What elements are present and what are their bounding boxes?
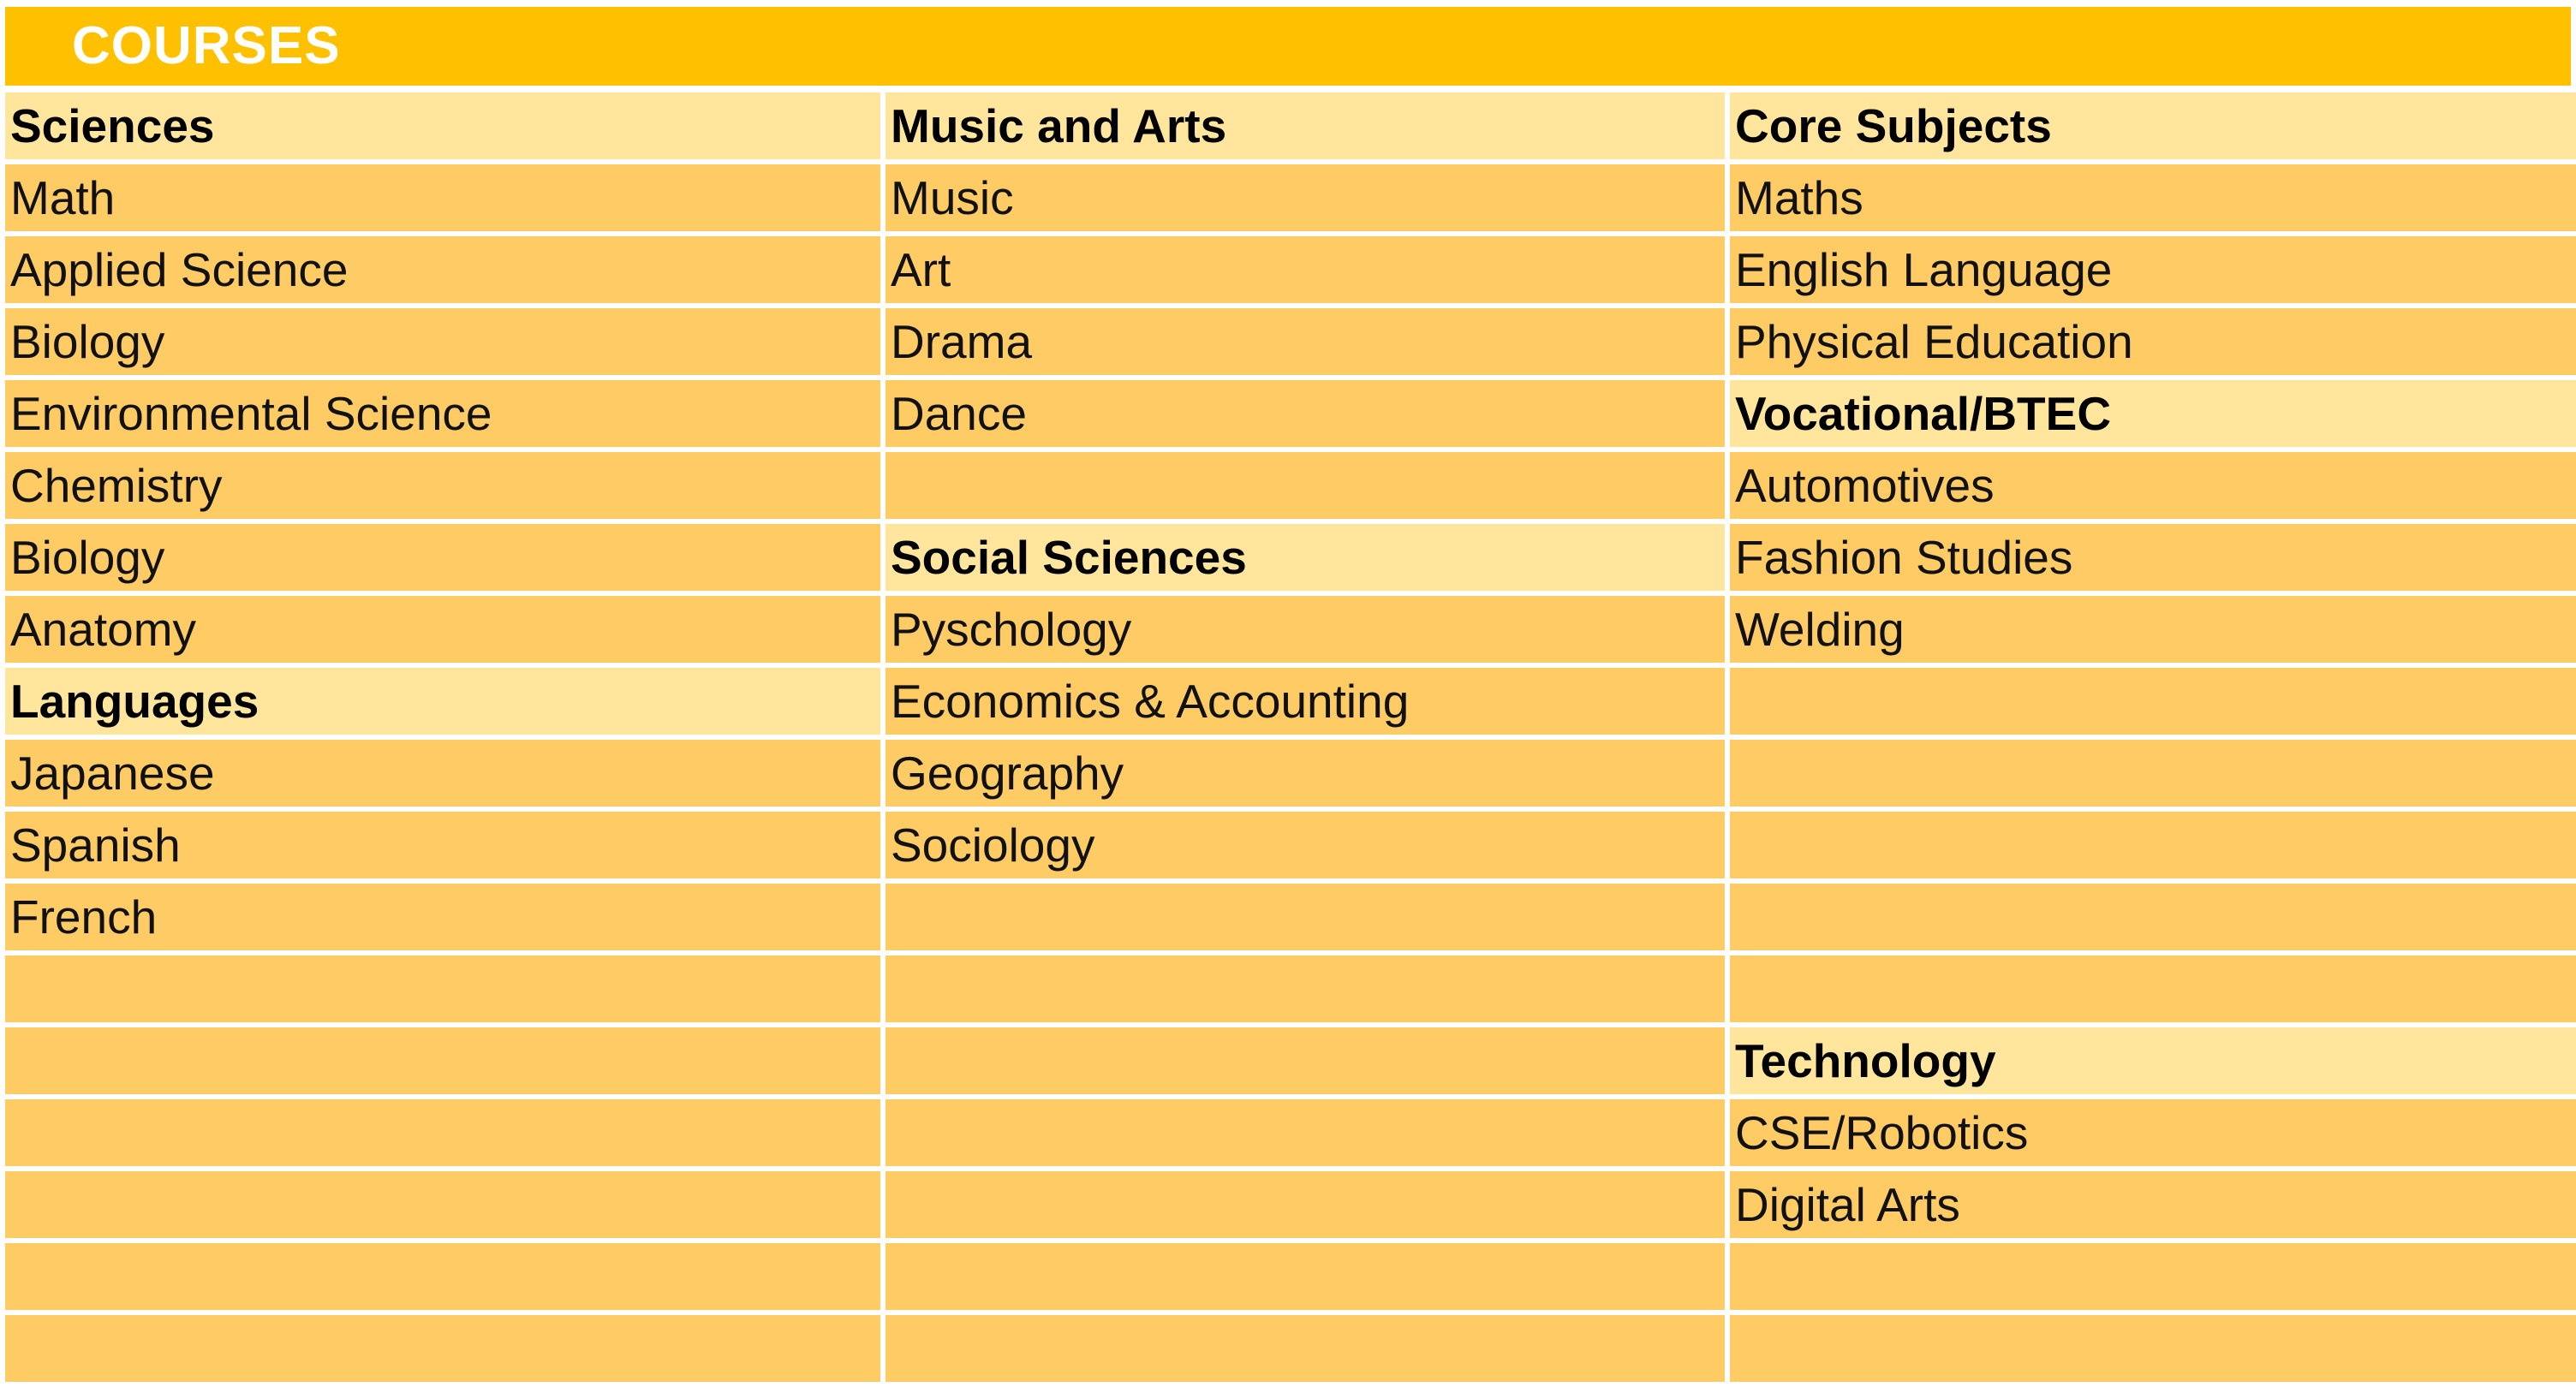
course-item: Sociology bbox=[886, 812, 1725, 878]
course-item: Maths bbox=[1730, 164, 2576, 231]
category-heading: Social Sciences bbox=[886, 524, 1725, 591]
courses-grid bbox=[5, 92, 2571, 1382]
course-item: Automotives bbox=[1730, 452, 2576, 519]
course-item: Japanese bbox=[5, 740, 880, 807]
empty-cell bbox=[886, 1315, 1725, 1382]
empty-cell bbox=[5, 1315, 880, 1382]
course-item: English Language bbox=[1730, 236, 2576, 303]
courses-sheet bbox=[5, 7, 2571, 1382]
course-item: Physical Education bbox=[1730, 308, 2576, 375]
category-heading: Vocational/BTEC bbox=[1730, 380, 2576, 447]
course-item: Economics & Accounting bbox=[886, 668, 1725, 735]
course-item: Environmental Science bbox=[5, 380, 880, 447]
course-item: Dance bbox=[886, 380, 1725, 447]
course-item: Fashion Studies bbox=[1730, 524, 2576, 591]
empty-cell bbox=[5, 1171, 880, 1238]
course-item: Anatomy bbox=[5, 596, 880, 663]
empty-cell bbox=[1730, 955, 2576, 1022]
course-item: Chemistry bbox=[5, 452, 880, 519]
empty-cell bbox=[886, 884, 1725, 950]
course-item: Geography bbox=[886, 740, 1725, 807]
empty-cell bbox=[886, 1099, 1725, 1166]
category-heading: Technology bbox=[1730, 1027, 2576, 1094]
course-item: Music bbox=[886, 164, 1725, 231]
course-item: Math bbox=[5, 164, 880, 231]
course-item: Spanish bbox=[5, 812, 880, 878]
category-heading: Core Subjects bbox=[1730, 92, 2576, 159]
course-item: Drama bbox=[886, 308, 1725, 375]
empty-cell bbox=[5, 1099, 880, 1166]
empty-cell bbox=[886, 1027, 1725, 1094]
course-item: Applied Science bbox=[5, 236, 880, 303]
course-item: CSE/Robotics bbox=[1730, 1099, 2576, 1166]
course-item: French bbox=[5, 884, 880, 950]
empty-cell bbox=[1730, 884, 2576, 950]
course-item: Biology bbox=[5, 308, 880, 375]
empty-cell bbox=[1730, 668, 2576, 735]
category-heading: Languages bbox=[5, 668, 880, 735]
category-heading: Sciences bbox=[5, 92, 880, 159]
course-item: Pyschology bbox=[886, 596, 1725, 663]
empty-cell bbox=[1730, 1243, 2576, 1310]
empty-cell bbox=[886, 1171, 1725, 1238]
empty-cell bbox=[1730, 740, 2576, 807]
empty-cell bbox=[1730, 1315, 2576, 1382]
empty-cell bbox=[5, 955, 880, 1022]
empty-cell bbox=[1730, 812, 2576, 878]
empty-cell bbox=[886, 452, 1725, 519]
empty-cell bbox=[5, 1243, 880, 1310]
course-item: Welding bbox=[1730, 596, 2576, 663]
courses-title-banner: COURSES bbox=[5, 7, 2571, 86]
empty-cell bbox=[5, 1027, 880, 1094]
course-item: Art bbox=[886, 236, 1725, 303]
course-item: Digital Arts bbox=[1730, 1171, 2576, 1238]
category-heading: Music and Arts bbox=[886, 92, 1725, 159]
course-item: Biology bbox=[5, 524, 880, 591]
empty-cell bbox=[886, 1243, 1725, 1310]
empty-cell bbox=[886, 955, 1725, 1022]
